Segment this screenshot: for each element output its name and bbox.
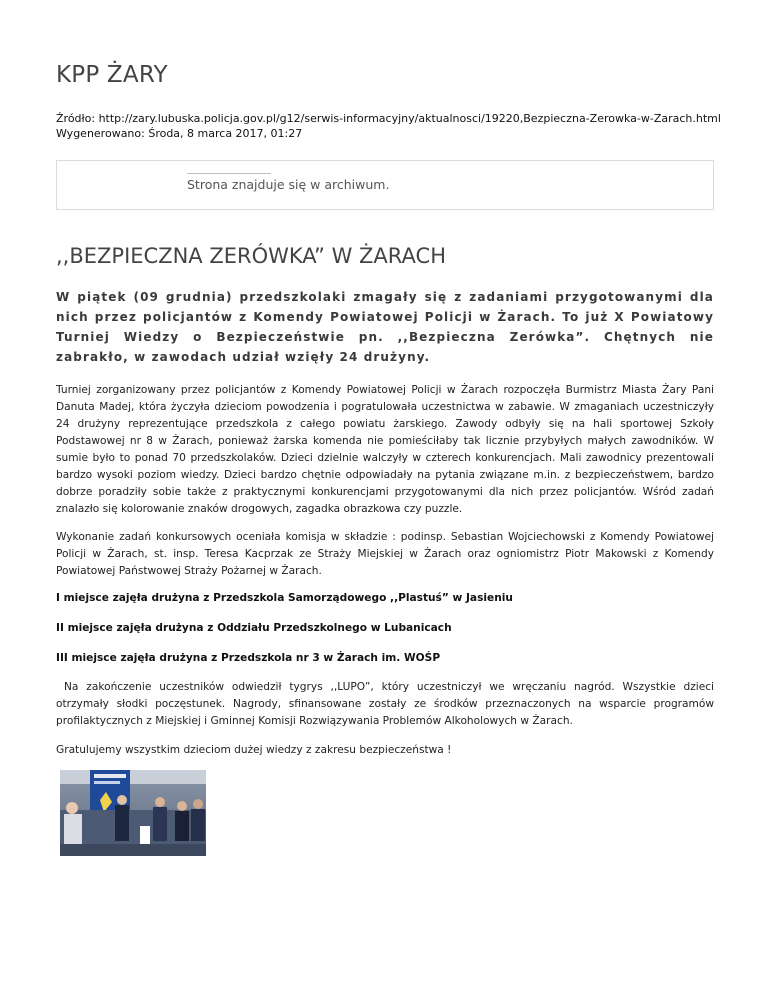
source-line: Źródło: http://zary.lubuska.policja.gov.pl/g12/serwis-informacyjny/aktualnosci/19220,Bezpieczna-Zerowka-w-Zarach.html bbox=[56, 112, 721, 125]
event-photo-illustration bbox=[60, 770, 206, 856]
site-title: KPP ŻARY bbox=[56, 62, 168, 88]
article-paragraph: Na zakończenie uczestników odwiedził tygrys ,,LUPO”, który uczestniczył we wręczaniu nagród. Wszystkie dzieci otrzymały słodki poczęstunek. Nagrody, sfinansowane zostały ze środków przeznaczonych na wsparcie programów profilaktycznych z Miejskiej i Gminnej Komisji Rozwiązywania Problemów Alkoholowych w Żarach. bbox=[56, 681, 714, 727]
closing-paragraph: Gratulujemy wszystkim dzieciom dużej wiedzy z zakresu bezpieczeństwa ! bbox=[56, 744, 452, 756]
archive-notice-box bbox=[56, 160, 714, 210]
second-place-text: II miejsce zajęła drużyna z Oddziału Przedszkolnego w Lubanicach bbox=[56, 622, 452, 634]
article-paragraph: Wykonanie zadań konkursowych oceniała komisja w składzie : podinsp. Sebastian Wojciechowski z Komendy Powiatowej Policji w Żarach, st. insp. Teresa Kacprzak ze Straży Miejskiej w Żarach oraz ogniomistrz Piotr Makowski z Komendy Powiatowej Państwowej Straży Pożarnej w Żarach. bbox=[56, 531, 714, 577]
generated-line: Wygenerowano: Środa, 8 marca 2017, 01:27 bbox=[56, 127, 303, 140]
event-photo[interactable] bbox=[60, 770, 206, 856]
first-place-text: I miejsce zajęła drużyna z Przedszkola Samorządowego ,,Plastuś” w Jasieniu bbox=[56, 592, 513, 604]
archive-notice: Strona znajduje się w archiwum. bbox=[187, 177, 390, 192]
article-title: ,,BEZPIECZNA ZERÓWKA” W ŻARACH bbox=[56, 244, 446, 268]
third-place-text: III miejsce zajęła drużyna z Przedszkola nr 3 w Żarach im. WOŚP bbox=[56, 652, 441, 664]
article-paragraph: Turniej zorganizowany przez policjantów z Komendy Powiatowej Policji w Żarach rozpoczęła Burmistrz Miasta Żary Pani Danuta Madej, która życzyła dzieciom powodzenia i pogratulowała uczestnictwa w zabawie. W zmaganiach uczestniczyły 24 drużyny reprezentujące przedszkola z całego powiatu żarskiego. Zawody odbyły się na hali sportowej Szkoły Podstawowej nr 8 w Żarach, ponieważ żarska komenda nie pomieściłaby tak licznie przybyłych małych zawodników. W sumie było to ponad 70 przedszkolaków. Dzieci dzielnie walczyły w czterech konkurencjach. Mali zawodnicy prezentowali bardzo wysoki poziom wiedzy. Dzieci bardzo chętnie odpowiadały na pytania związane m.in. z bezpieczeństwem, bardzo dobrze poradziły sobie także z praktycznymi konkurencjami przygotowanymi dla nich przez policjantów. Wśród zadań znalazło się kolorowanie znaków drogowych, zagadka obrazkowa czy puzzle. bbox=[56, 384, 714, 515]
source-meta bbox=[56, 111, 721, 141]
article-lead: W piątek (09 grudnia) przedszkolaki zmagały się z zadaniami przygotowanymi dla nich przez policjantów z Komendy Powiatowej Policji w Żarach. To już X Powiatowy Turniej Wiedzy o Bezpieczeństwie pn. ,,Bezpieczna Zerówka”. Chętnych nie zabrakło, w zawodach udział wzięły 24 drużyny. bbox=[56, 290, 714, 364]
divider bbox=[187, 173, 271, 174]
